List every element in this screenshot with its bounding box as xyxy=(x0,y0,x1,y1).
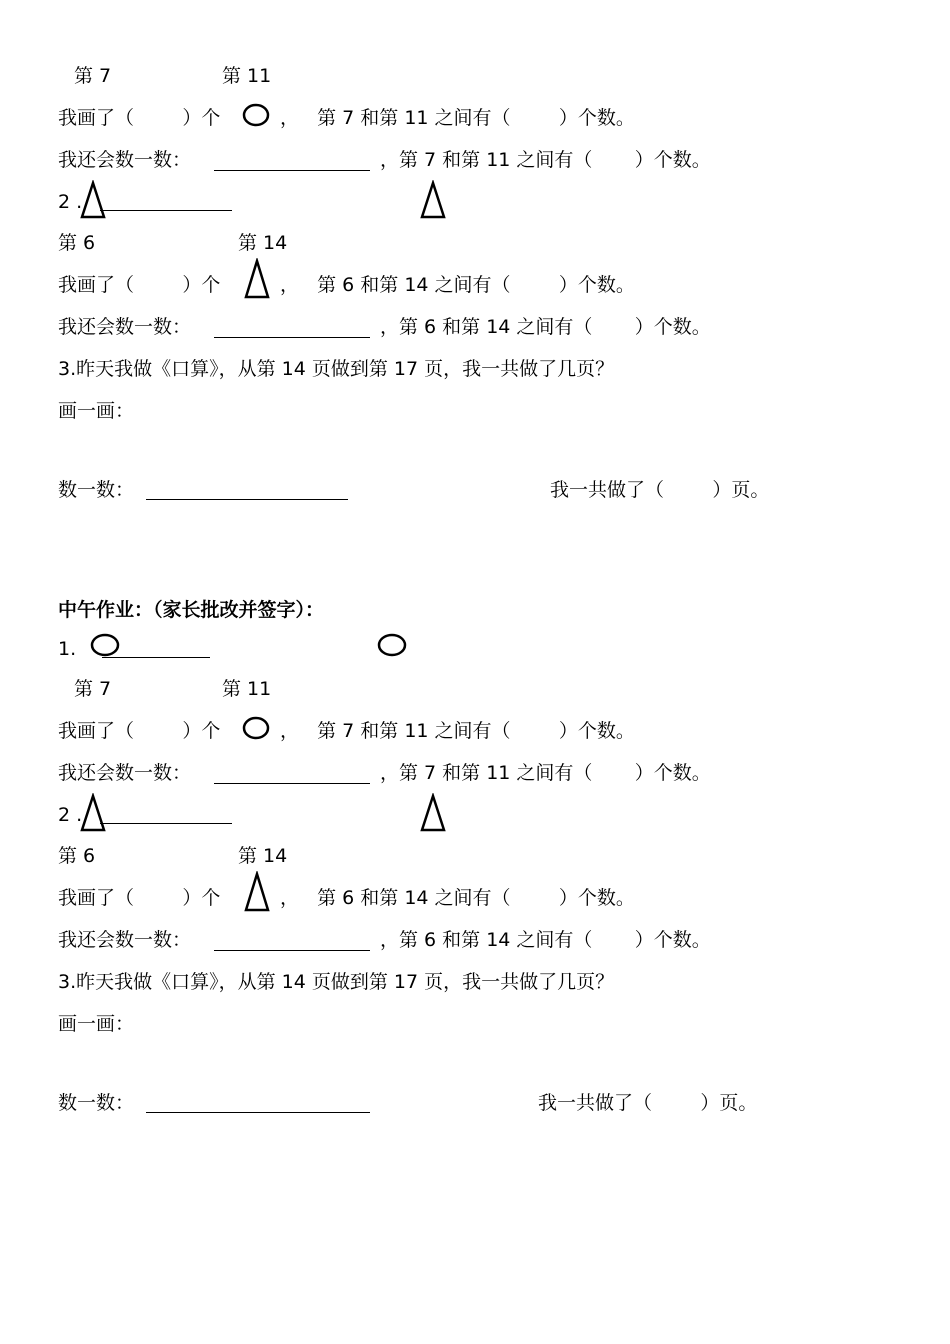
triangle-icon xyxy=(242,258,272,300)
q3-count-answer-line[interactable] xyxy=(146,1112,370,1113)
q1-count-label: 我还会数一数： xyxy=(58,762,192,784)
q2-drew-text: 我画了（ ）个 xyxy=(58,887,221,909)
q2-count-between-text: ，第 6 和第 14 之间有（ ）个数。 xyxy=(380,316,711,338)
q1-drew-text: 我画了（ ）个 xyxy=(58,107,221,129)
q1-count-answer-line[interactable] xyxy=(214,170,370,171)
q1-label-end: 第 11 xyxy=(222,65,272,87)
q1-drew-text: 我画了（ ）个 xyxy=(58,720,221,742)
q2-count-label: 我还会数一数： xyxy=(58,316,192,338)
q1-label-end: 第 11 xyxy=(222,678,272,700)
q1-count-label: 我还会数一数： xyxy=(58,149,192,171)
q3-draw-label: 画一画： xyxy=(58,400,135,422)
q3-question: 3.昨天我做《口算》，从第 14 页做到第 17 页，我一共做了几页？ xyxy=(58,971,615,993)
q2-count-answer-line[interactable] xyxy=(214,337,370,338)
q2-label-end: 第 14 xyxy=(238,845,288,867)
circle-icon xyxy=(240,713,272,743)
q3-draw-label: 画一画： xyxy=(58,1013,135,1035)
q3-count-label: 数一数： xyxy=(58,1092,135,1114)
triangle-icon xyxy=(418,793,448,833)
q2-label-start: 第 6 xyxy=(58,845,96,867)
q3-count-answer-line[interactable] xyxy=(146,499,348,500)
q2-number: 2 . xyxy=(58,191,83,213)
q2-count-label: 我还会数一数： xyxy=(58,929,192,951)
q1-count-between-text: ，第 7 和第 11 之间有（ ）个数。 xyxy=(380,762,711,784)
circle-icon xyxy=(240,100,272,130)
q2-drew-text: 我画了（ ）个 xyxy=(58,274,221,296)
q3-question: 3.昨天我做《口算》，从第 14 页做到第 17 页，我一共做了几页？ xyxy=(58,358,615,380)
q2-number: 2 . xyxy=(58,804,83,826)
q3-count-label: 数一数： xyxy=(58,479,135,501)
circle-icon xyxy=(376,630,410,660)
q3-total-text: 我一共做了（ ）页。 xyxy=(538,1092,758,1114)
q2-count-answer-line[interactable] xyxy=(214,950,370,951)
triangle-icon xyxy=(418,180,448,220)
q1-label-start: 第 7 xyxy=(74,678,112,700)
noon-homework-heading: 中午作业：（家长批改并签字）： xyxy=(58,599,325,621)
q1-count-between-text: ，第 7 和第 11 之间有（ ）个数。 xyxy=(380,149,711,171)
q2-number-line xyxy=(100,210,232,211)
q2-label-end: 第 14 xyxy=(238,232,288,254)
q3-total-text: 我一共做了（ ）页。 xyxy=(550,479,770,501)
q2-between-text: ， 第 6 和第 14 之间有（ ）个数。 xyxy=(280,274,635,296)
q2-between-text: ， 第 6 和第 14 之间有（ ）个数。 xyxy=(280,887,635,909)
circle-icon xyxy=(88,630,122,660)
q1-between-text: ， 第 7 和第 11 之间有（ ）个数。 xyxy=(280,720,635,742)
q2-number-line xyxy=(100,823,232,824)
q1-number: 1. xyxy=(58,638,77,660)
q1-count-answer-line[interactable] xyxy=(214,783,370,784)
triangle-icon xyxy=(78,180,108,220)
triangle-icon xyxy=(242,871,272,913)
triangle-icon xyxy=(78,793,108,833)
q1-between-text: ， 第 7 和第 11 之间有（ ）个数。 xyxy=(280,107,635,129)
q2-label-start: 第 6 xyxy=(58,232,96,254)
q2-count-between-text: ，第 6 和第 14 之间有（ ）个数。 xyxy=(380,929,711,951)
q1-label-start: 第 7 xyxy=(74,65,112,87)
q1-number-line xyxy=(102,657,210,658)
